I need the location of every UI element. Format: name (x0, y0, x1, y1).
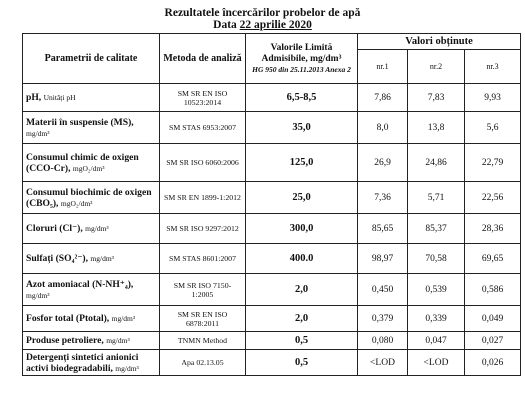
param-cell (23, 182, 160, 214)
table-row (23, 332, 521, 350)
value-nr1: 0,450 (358, 274, 408, 306)
param-unit: mg/dm³ (106, 336, 130, 345)
value-nr3: 22,79 (465, 144, 521, 182)
limit-cell: 6,5-8,5 (246, 84, 358, 112)
param-unit: mg/dm³ (90, 254, 114, 263)
date-value: 22 aprilie 2020 (239, 19, 312, 31)
date-prefix: Data (213, 19, 237, 31)
table-row (23, 350, 521, 376)
value-nr2: 5,71 (408, 182, 465, 214)
header-nr3: nr.3 (465, 50, 521, 84)
value-nr1: 85,65 (358, 214, 408, 244)
value-nr3: 0,049 (465, 306, 521, 332)
param-cell (23, 306, 160, 332)
param-name: Produse petroliere, (26, 335, 104, 346)
method-cell: SM SR EN 1899-1:2012 (160, 182, 246, 214)
value-nr2: 13,8 (408, 112, 465, 144)
limit-cell: 2,0 (246, 274, 358, 306)
table-row (23, 182, 521, 214)
header-limit (246, 34, 358, 84)
table-row (23, 306, 521, 332)
method-cell: SM SR ISO 7150-1:2005 (160, 274, 246, 306)
value-nr2: <LOD (408, 350, 465, 376)
limit-cell: 300,0 (246, 214, 358, 244)
table-row (23, 84, 521, 112)
header-param: Parametrii de calitate (23, 34, 160, 84)
limit-cell: 400.0 (246, 244, 358, 274)
method-cell: SM SR ISO 6060:2006 (160, 144, 246, 182)
header-limit-ref: HG 950 din 25.11.2013 Anexa 2 (252, 65, 351, 74)
value-nr1: 26,9 (358, 144, 408, 182)
param-cell (23, 112, 160, 144)
limit-cell: 125,0 (246, 144, 358, 182)
param-name: pH, (26, 92, 42, 103)
method-cell: SM STAS 8601:2007 (160, 244, 246, 274)
value-nr3: 0,027 (465, 332, 521, 350)
param-unit: mg/dm³ (26, 128, 50, 138)
title-line-2 (0, 19, 525, 31)
value-nr1: <LOD (358, 350, 408, 376)
table-row (23, 214, 521, 244)
limit-cell: 2,0 (246, 306, 358, 332)
water-results-table (22, 33, 521, 376)
param-cell (23, 350, 160, 376)
value-nr3: 0,026 (465, 350, 521, 376)
document-title (0, 7, 525, 31)
value-nr2: 85,37 (408, 214, 465, 244)
param-unit: mgO₂/dm³ (60, 198, 93, 208)
value-nr2: 0,047 (408, 332, 465, 350)
limit-cell: 0,5 (246, 350, 358, 376)
title-line-1: Rezultatele încercărilor probelor de apă (164, 7, 361, 19)
header-nr1: nr.1 (358, 50, 408, 84)
param-name: Azot amoniacal (N-NH⁺₄), (26, 278, 134, 290)
method-cell: TNMN Method (160, 332, 246, 350)
limit-cell: 35,0 (246, 112, 358, 144)
param-cell (23, 274, 160, 306)
param-unit: mg/dm³ (115, 363, 139, 373)
header-obtained: Valori obținute (358, 34, 521, 50)
param-unit: Unități pH (43, 93, 76, 102)
method-cell: SM SR EN ISO 10523:2014 (160, 84, 246, 112)
value-nr2: 24,86 (408, 144, 465, 182)
param-cell (23, 214, 160, 244)
value-nr3: 69,65 (465, 244, 521, 274)
header-method: Metoda de analiză (160, 34, 246, 84)
value-nr1: 7,86 (358, 84, 408, 112)
param-name: Materii în suspensie (MS), (26, 116, 134, 128)
param-name: Fosfor total (Ptotal), (26, 313, 110, 324)
method-cell: SM STAS 6953:2007 (160, 112, 246, 144)
method-cell: Apa 02.13.05 (160, 350, 246, 376)
param-name: Sulfați (SO₄²⁻), (26, 253, 88, 264)
value-nr1: 8,0 (358, 112, 408, 144)
value-nr3: 22,56 (465, 182, 521, 214)
param-unit: mg/dm³ (26, 290, 50, 300)
value-nr3: 9,93 (465, 84, 521, 112)
table-row (23, 144, 521, 182)
param-unit: mgO₂/dm³ (72, 163, 105, 173)
param-cell (23, 144, 160, 182)
table-row (23, 244, 521, 274)
method-cell: SM SR EN ISO 6878:2011 (160, 306, 246, 332)
value-nr3: 28,36 (465, 214, 521, 244)
value-nr3: 0,586 (465, 274, 521, 306)
header-limit-main: Valorile Limită Admisibile, mg/dm³ (261, 43, 342, 64)
table-row (23, 112, 521, 144)
method-cell: SM SR ISO 9297:2012 (160, 214, 246, 244)
param-name: Detergenți sintetici anionici activi biodegradabili, (26, 351, 139, 374)
value-nr1: 0,080 (358, 332, 408, 350)
value-nr1: 0,379 (358, 306, 408, 332)
value-nr2: 0,339 (408, 306, 465, 332)
param-unit: mg/dm³ (111, 314, 136, 323)
param-name: Consumul biochimic de oxigen (CBO₅), (26, 186, 152, 209)
param-unit: mg/dm³ (85, 224, 109, 233)
param-cell (23, 84, 160, 112)
table-row (23, 274, 521, 306)
value-nr2: 70,58 (408, 244, 465, 274)
value-nr1: 7,36 (358, 182, 408, 214)
value-nr2: 0,539 (408, 274, 465, 306)
limit-cell: 0,5 (246, 332, 358, 350)
limit-cell: 25,0 (246, 182, 358, 214)
param-name: Consumul chimic de oxigen (CCO-Cr), (26, 151, 139, 174)
value-nr1: 98,97 (358, 244, 408, 274)
value-nr2: 7,83 (408, 84, 465, 112)
header-nr2: nr.2 (408, 50, 465, 84)
value-nr3: 5,6 (465, 112, 521, 144)
param-cell (23, 244, 160, 274)
param-cell (23, 332, 160, 350)
param-name: Cloruri (Cl⁻), (26, 223, 83, 234)
